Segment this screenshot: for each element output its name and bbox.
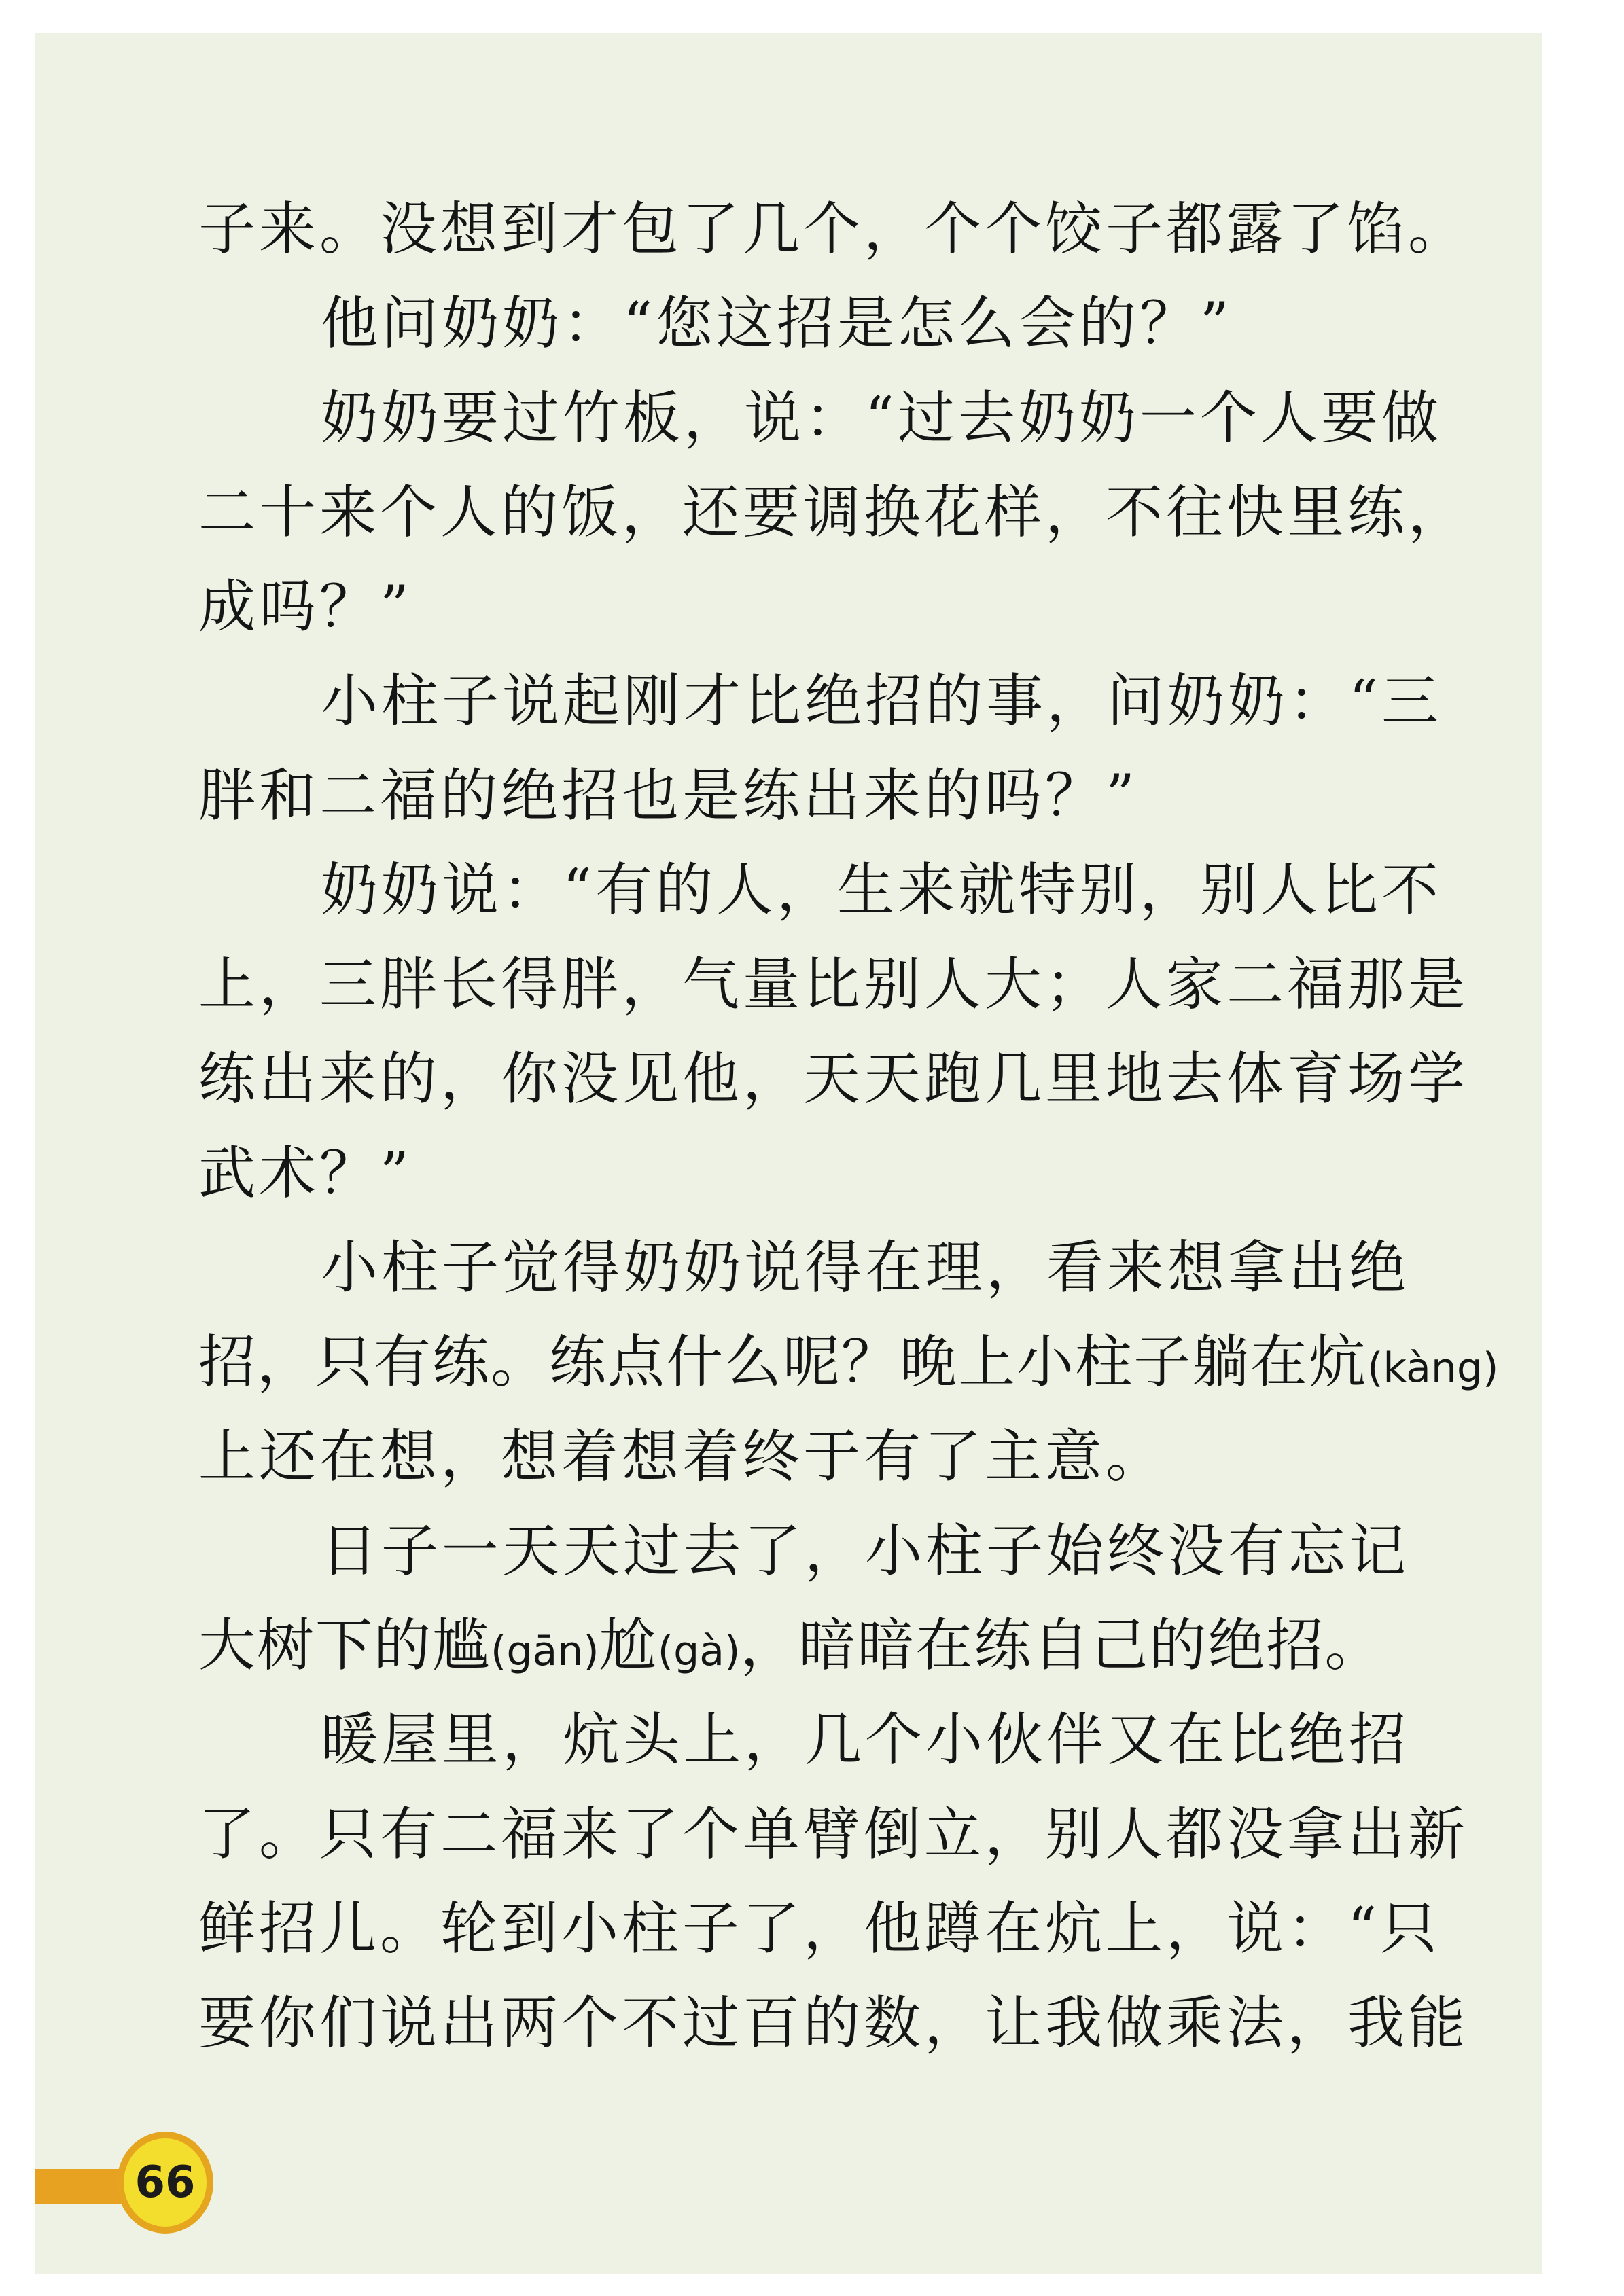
text-segment: ，暗暗在练自己的绝招。 [740, 1612, 1383, 1679]
text-line: 小柱子说起刚才比绝招的事，问奶奶：“三 [321, 668, 1442, 734]
text-line [198, 1598, 1530, 1693]
pinyin-annotation: (gà) [657, 1628, 741, 1675]
text-line: 鲜招儿。轮到小柱子了，他蹲在炕上，说：“只 [198, 1895, 1441, 1962]
book-page [35, 33, 1542, 2274]
page-number-badge [117, 2132, 213, 2234]
text-line: 武术？” [198, 1140, 412, 1206]
text-line: 子来。没想到才包了几个，个个饺子都露了馅。 [198, 196, 1469, 262]
text-line: 他问奶奶：“您这招是怎么会的？” [321, 290, 1233, 357]
text-line: 暖屋里，炕头上，几个小伙伴又在比绝招 [321, 1706, 1410, 1773]
text-line: 上还在想，想着想着终于有了主意。 [198, 1423, 1167, 1490]
text-segment: 大树下的尴 [198, 1612, 491, 1679]
pinyin-annotation: (kàng) [1367, 1344, 1499, 1392]
text-line: 练出来的，你没见他，天天跑几里地去体育场学 [198, 1045, 1469, 1112]
pinyin-annotation: (gān) [491, 1628, 599, 1675]
story-text [198, 182, 1530, 2070]
text-line: 奶奶要过竹板，说：“过去奶奶一个人要做 [321, 384, 1442, 451]
text-segment: 招，只有练。练点什么呢？晚上小柱子躺在炕 [198, 1329, 1368, 1395]
text-line: 成吗？” [198, 573, 412, 640]
text-line: 要你们说出两个不过百的数，让我做乘法，我能 [198, 1990, 1469, 2056]
text-line [198, 1315, 1530, 1410]
page-number: 66 [135, 2157, 196, 2208]
text-line: 了。只有二福来了个单臂倒立，别人都没拿出新 [198, 1801, 1469, 1867]
text-line: 二十来个人的饭，还要调换花样，不往快里练， [198, 479, 1469, 545]
text-line: 上，三胖长得胖，气量比别人大；人家二福那是 [198, 951, 1469, 1018]
text-segment: 尬 [599, 1612, 658, 1679]
text-line: 胖和二福的绝招也是练出来的吗？” [198, 762, 1138, 829]
text-line: 日子一天天过去了，小柱子始终没有忘记 [321, 1518, 1410, 1584]
text-line: 奶奶说：“有的人，生来就特别，别人比不 [321, 857, 1442, 923]
text-line: 小柱子觉得奶奶说得在理，看来想拿出绝 [321, 1234, 1410, 1301]
